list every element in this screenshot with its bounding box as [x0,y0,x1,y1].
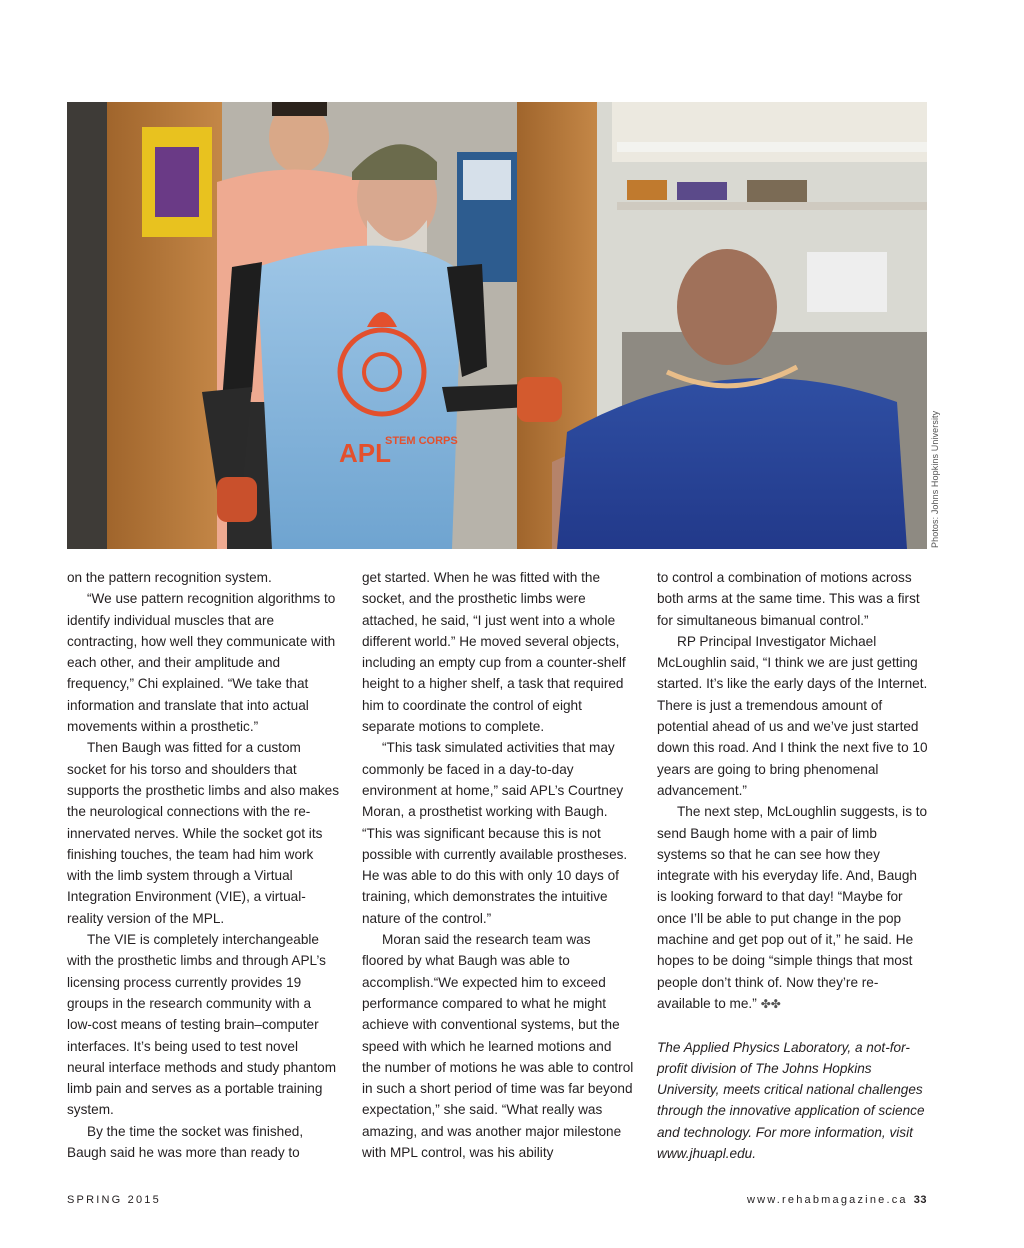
footer-right [747,1194,927,1206]
website-link[interactable]: www.rehabmagazine.ca [746,1194,908,1206]
paragraph: to control a combination of motions across both arms at the same time. This was a first for simultaneous bimanual control.” [657,570,920,628]
article-photo [67,102,927,549]
paragraph: The VIE is completely interchangeable with the prosthetic limbs and through APL’s licensing process currently provides 19 groups in the research community with a low-cost means of testing brain–computer interfaces. It’s being used to test novel neural interface methods and study phantom limb pain and serves as a portable training system. [67,932,337,1118]
paragraph: Then Baugh was fitted for a custom socket for his torso and shoulders that supports the prosthetic limbs and also makes the neurological connections with the re-innervated nerves. While the socket got its finishing touches, the team had him work with the limb system through a Virtual Integration Environment (VIE), a virtual-reality version of the MPL. [67,740,340,926]
paragraph: “This task simulated activities that may commonly be faced in a day-to-day environment at home,” said APL’s Courtney Moran, a prosthetist working with Baugh. “This was significant because this is not possible with currently available prostheses. He was able to do this with only 10 days of training, which demonstrates the intuitive nature of the control.” [362,740,628,926]
article-column-2 [362,567,634,1163]
article-column-1 [67,567,339,1163]
page-number: 33 [913,1194,927,1206]
shirt-text: APL [339,438,391,468]
about-apl-note: The Applied Physics Laboratory, a not-for-profit division of The Johns Hopkins University, meets critical national challenges through the innovative application of science and technology. For more information, visit www.jhuapl.edu. [657,1039,925,1162]
paragraph: By the time the socket was finished, Baugh said he was more than ready to [67,1123,304,1161]
paragraph: “We use pattern recognition algorithms to identify individual muscles that are contracting, how well they communicate with each other, and their amplitude and frequency,” Chi explained. “We take that information and translate that into actual movements within a prosthetic.” [67,591,336,735]
photo-image [67,102,927,549]
article-column-3 [657,567,929,1164]
shirt-subtext: STEM CORPS [385,435,458,447]
paragraph-text: The next step, McLoughlin suggests, is to send Baugh home with a pair of limb systems so that he can see how they integrate with his everyday life. And, Baugh is looking forward to that day! “Maybe for once I’ll be able to put change in the pop machine and get pop out of it,” he said. He hopes to be doing “simple things that most people don’t think of. Now they’re re-available to me.” [657,804,928,1011]
photo-credit: Photos: Johns Hopkins University [930,410,940,548]
paragraph: get started. When he was fitted with the socket, and the prosthetic limbs were attached, he said, “I just went into a whole different world.” He moved several objects, including an empty cup from a counter-shelf height to a higher shelf, a task that required him to coordinate the control of eight separate motions to complete. [362,570,626,735]
paragraph: Moran said the research team was floored by what Baugh was able to accomplish.“We expected him to exceed performance compared to what he might achieve with conventional systems, but the speed with which he learned motions and the number of motions he was able to control in such a short period of time was far beyond expectation,” she said. “What really was amazing, and was another major milestone with MPL control, was his ability [362,932,634,1161]
paragraph: on the pattern recognition system. [67,570,272,585]
issue-label: SPRING 2015 [67,1194,161,1206]
paragraph: RP Principal Investigator Michael McLoughlin said, “I think we are just getting started. It’s like the early days of the Internet. There is just a tremendous amount of potential ahead of us and we’ve just started down this road. And I think the next five to 10 years are going to bring phenomenal advancement.” [657,633,928,798]
end-of-article-icon: ✤✤ [760,996,781,1011]
paragraph-with-end-mark [657,801,929,1015]
